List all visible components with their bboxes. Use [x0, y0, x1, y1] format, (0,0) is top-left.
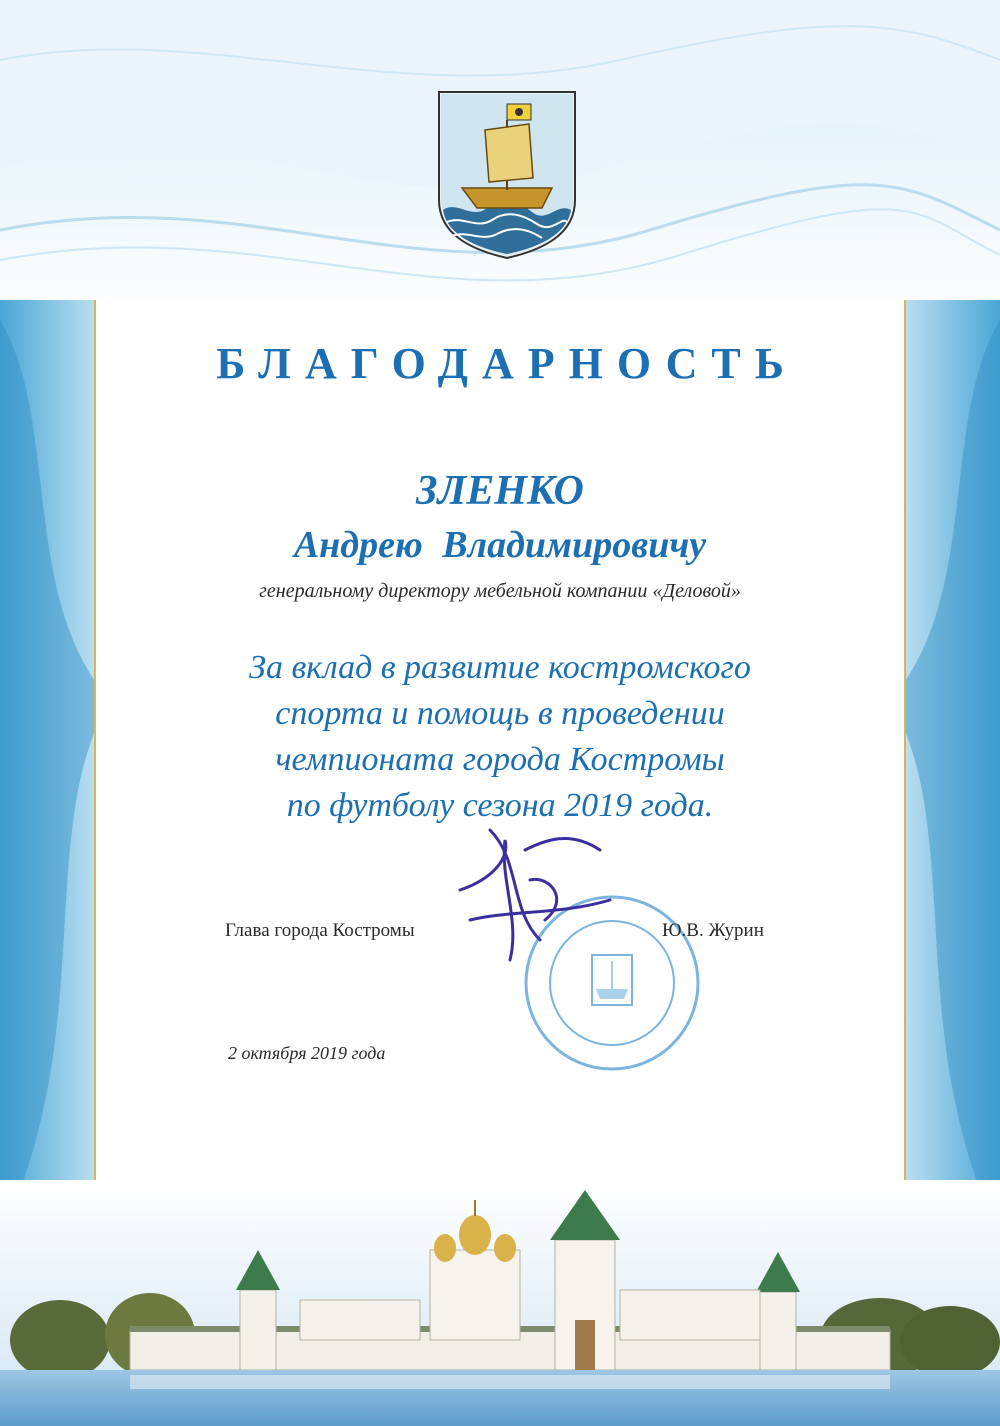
reason-line: За вклад в развитие костромского [249, 649, 751, 686]
monastery-illustration [0, 1180, 1000, 1426]
recipient-position: генеральному директору мебельной компании «Деловой» [259, 580, 741, 602]
reason-line: чемпионата города Костромы [275, 741, 725, 778]
recipient-given-name: Андрею Владимировичу [293, 524, 707, 566]
reason-line: по футболу сезона 2019 года. [286, 787, 714, 824]
signer-title: Глава города Костромы [225, 920, 415, 941]
signer-name: Ю.В. Журин [662, 920, 764, 941]
reason-line: спорта и помощь в проведении [275, 695, 725, 732]
issue-date: 2 октября 2019 года [228, 1043, 386, 1063]
certificate-title: БЛАГОДАРНОСТЬ [216, 339, 798, 388]
signature-icon [450, 820, 630, 970]
reason-text [0, 645, 1000, 829]
recipient-surname: ЗЛЕНКО [416, 468, 584, 514]
coat-of-arms-icon [437, 90, 577, 260]
